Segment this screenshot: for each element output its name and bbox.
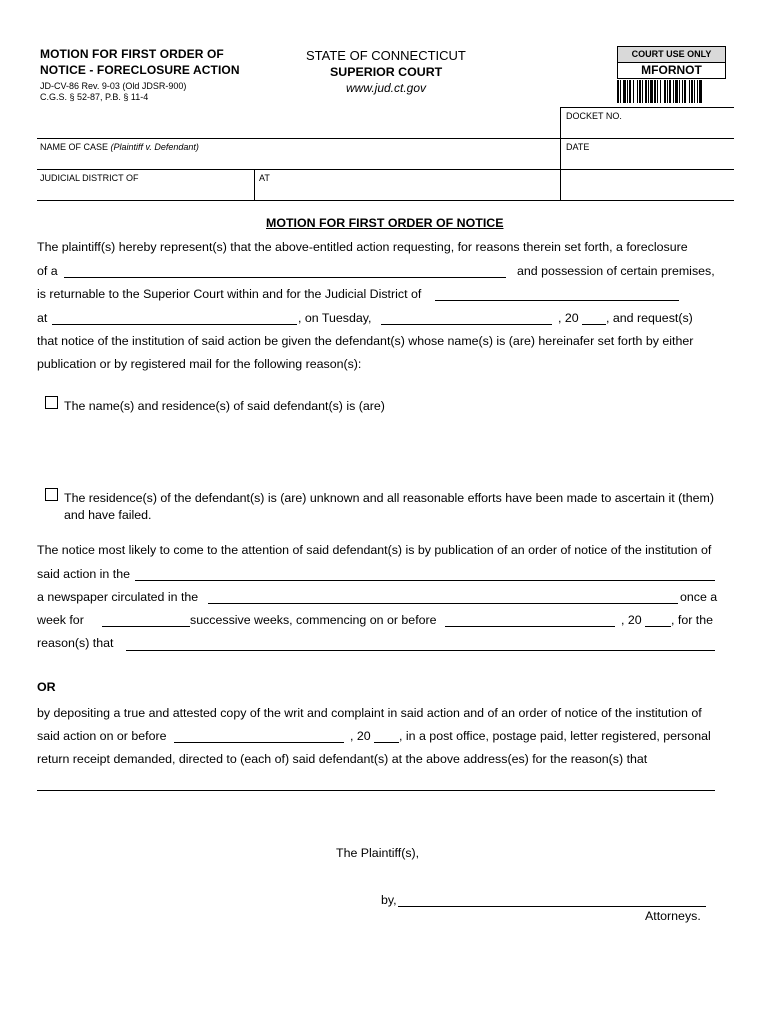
barcode-bar	[648, 80, 649, 103]
deposit-date-line[interactable]	[174, 742, 344, 743]
year-prefix: , 20	[558, 311, 579, 325]
notice-text: that notice of the institution of said action be given the defendant(s) whose name(s) is (are) hereinafer set forth by either	[37, 334, 694, 348]
barcode-bar	[623, 80, 626, 103]
grid-line	[37, 169, 734, 170]
at-label: AT	[259, 173, 270, 183]
barcode-bar	[639, 80, 641, 103]
deposit-year-line[interactable]	[374, 742, 399, 743]
return-receipt-text: return receipt demanded, directed to (each of) said defendant(s) at the above address(es) for the reason(s) that	[37, 752, 648, 766]
said-action-on-text: said action on or before	[37, 729, 167, 743]
judicial-district-label: JUDICIAL DISTRICT OF	[40, 173, 139, 183]
mail-reason-line[interactable]	[37, 790, 715, 791]
attorneys-label: Attorneys.	[645, 909, 701, 923]
commencing-year-line[interactable]	[645, 626, 671, 627]
post-office-text: , in a post office, postage paid, letter registered, personal	[399, 729, 711, 743]
statute-reference: C.G.S. § 52-87, P.B. § 11-4	[40, 92, 149, 102]
court-location-line[interactable]	[52, 324, 297, 325]
or-separator: OR	[37, 680, 56, 694]
date-label: DATE	[566, 142, 590, 152]
residence-unknown-label-2: and have failed.	[64, 508, 152, 522]
barcode-bar	[660, 80, 661, 103]
returnable-text: is returnable to the Superior Court within and for the Judicial District of	[37, 287, 422, 301]
barcode-bar	[667, 80, 668, 103]
successive-weeks-text: successive weeks, commencing on or before	[190, 613, 437, 627]
form-id: JD-CV-86 Rev. 9-03 (Old JDSR-900)	[40, 81, 187, 91]
paragraph-intro: The plaintiff(s) hereby represent(s) that the above-entitled action requesting, for reasons therein set forth, a foreclosure	[37, 240, 688, 254]
barcode	[617, 80, 726, 103]
barcode-bar	[654, 80, 656, 103]
barcode-bar	[617, 80, 619, 103]
circulation-area-line[interactable]	[208, 603, 678, 604]
barcode-bar	[627, 80, 628, 103]
notice-likely-text: The notice most likely to come to the attention of said defendant(s) is by publication of an order of notice of the institution of	[37, 543, 712, 557]
publication-text: publication or by registered mail for the following reason(s):	[37, 357, 362, 371]
foreclosure-type-line[interactable]	[64, 277, 506, 278]
barcode-bar	[699, 80, 702, 103]
barcode-bar	[694, 80, 695, 103]
name-of-case-text: NAME OF CASE	[40, 142, 109, 152]
barcode-bar	[669, 80, 671, 103]
barcode-bar	[637, 80, 638, 103]
names-known-label: The name(s) and residence(s) of said defendant(s) is (are)	[64, 399, 385, 413]
barcode-bar	[675, 80, 678, 103]
barcode-bar	[684, 80, 686, 103]
residence-unknown-label-1: The residence(s) of the defendant(s) is (are) unknown and all reasonable efforts have been made to ascertain it (them)	[64, 491, 714, 505]
on-tuesday-text: , on Tuesday,	[298, 311, 372, 325]
signature-line[interactable]	[398, 906, 706, 907]
form-title-line-1: MOTION FOR FIRST ORDER OF	[40, 47, 224, 61]
publication-reason-line[interactable]	[126, 650, 715, 651]
barcode-bar	[633, 80, 634, 103]
grid-divider	[254, 169, 255, 200]
barcode-bar	[679, 80, 680, 103]
grid-line	[560, 107, 734, 108]
court-name: SUPERIOR COURT	[330, 65, 443, 79]
residence-unknown-checkbox[interactable]	[45, 488, 58, 501]
barcode-bar	[642, 80, 643, 103]
once-a-text: once a	[680, 590, 718, 604]
names-known-checkbox[interactable]	[45, 396, 58, 409]
year-prefix: , 20	[621, 613, 642, 627]
for-the-text: , for the	[671, 613, 714, 627]
barcode-bar	[697, 80, 698, 103]
state-name: STATE OF CONNECTICUT	[306, 48, 466, 63]
form-code: MFORNOT	[617, 62, 726, 79]
barcode-bar	[650, 80, 653, 103]
newspaper-circulated-text: a newspaper circulated in the	[37, 590, 199, 604]
week-for-text: week for	[37, 613, 84, 627]
grid-line	[37, 138, 734, 139]
barcode-bar	[673, 80, 674, 103]
section-heading: MOTION FOR FIRST ORDER OF NOTICE	[266, 216, 504, 230]
grid-line	[37, 200, 734, 201]
commencing-date-line[interactable]	[445, 626, 615, 627]
barcode-bar	[689, 80, 690, 103]
barcode-bar	[645, 80, 647, 103]
judicial-district-line[interactable]	[435, 300, 679, 301]
reasons-that-text: reason(s) that	[37, 636, 114, 650]
docket-no-label: DOCKET NO.	[566, 111, 622, 121]
at-text: at	[37, 311, 48, 325]
newspaper-name-line[interactable]	[135, 580, 715, 581]
name-of-case-hint: (Plaintiff v. Defendant)	[110, 142, 199, 152]
said-action-in-text: said action in the	[37, 567, 130, 581]
form-title-line-2: NOTICE - FORECLOSURE ACTION	[40, 63, 240, 77]
barcode-bar	[664, 80, 666, 103]
possession-text: and possession of certain premises,	[517, 264, 715, 278]
return-year-line[interactable]	[582, 324, 606, 325]
barcode-bar	[657, 80, 658, 103]
of-a-label: of a	[37, 264, 58, 278]
weeks-count-line[interactable]	[102, 626, 190, 627]
grid-divider	[560, 107, 561, 200]
depositing-text: by depositing a true and attested copy of the writ and complaint in said action and of an order of notice of the institution of	[37, 706, 702, 720]
and-request-text: , and request(s)	[606, 311, 693, 325]
plaintiffs-label: The Plaintiff(s),	[336, 846, 420, 860]
court-use-only-label: COURT USE ONLY	[617, 46, 726, 63]
by-label: by,	[381, 893, 397, 907]
barcode-bar	[629, 80, 631, 103]
barcode-bar	[682, 80, 683, 103]
barcode-bar	[691, 80, 693, 103]
website: www.jud.ct.gov	[346, 81, 427, 95]
year-prefix: , 20	[350, 729, 371, 743]
return-date-line[interactable]	[381, 324, 552, 325]
barcode-bar	[620, 80, 621, 103]
name-of-case-label	[40, 142, 199, 153]
